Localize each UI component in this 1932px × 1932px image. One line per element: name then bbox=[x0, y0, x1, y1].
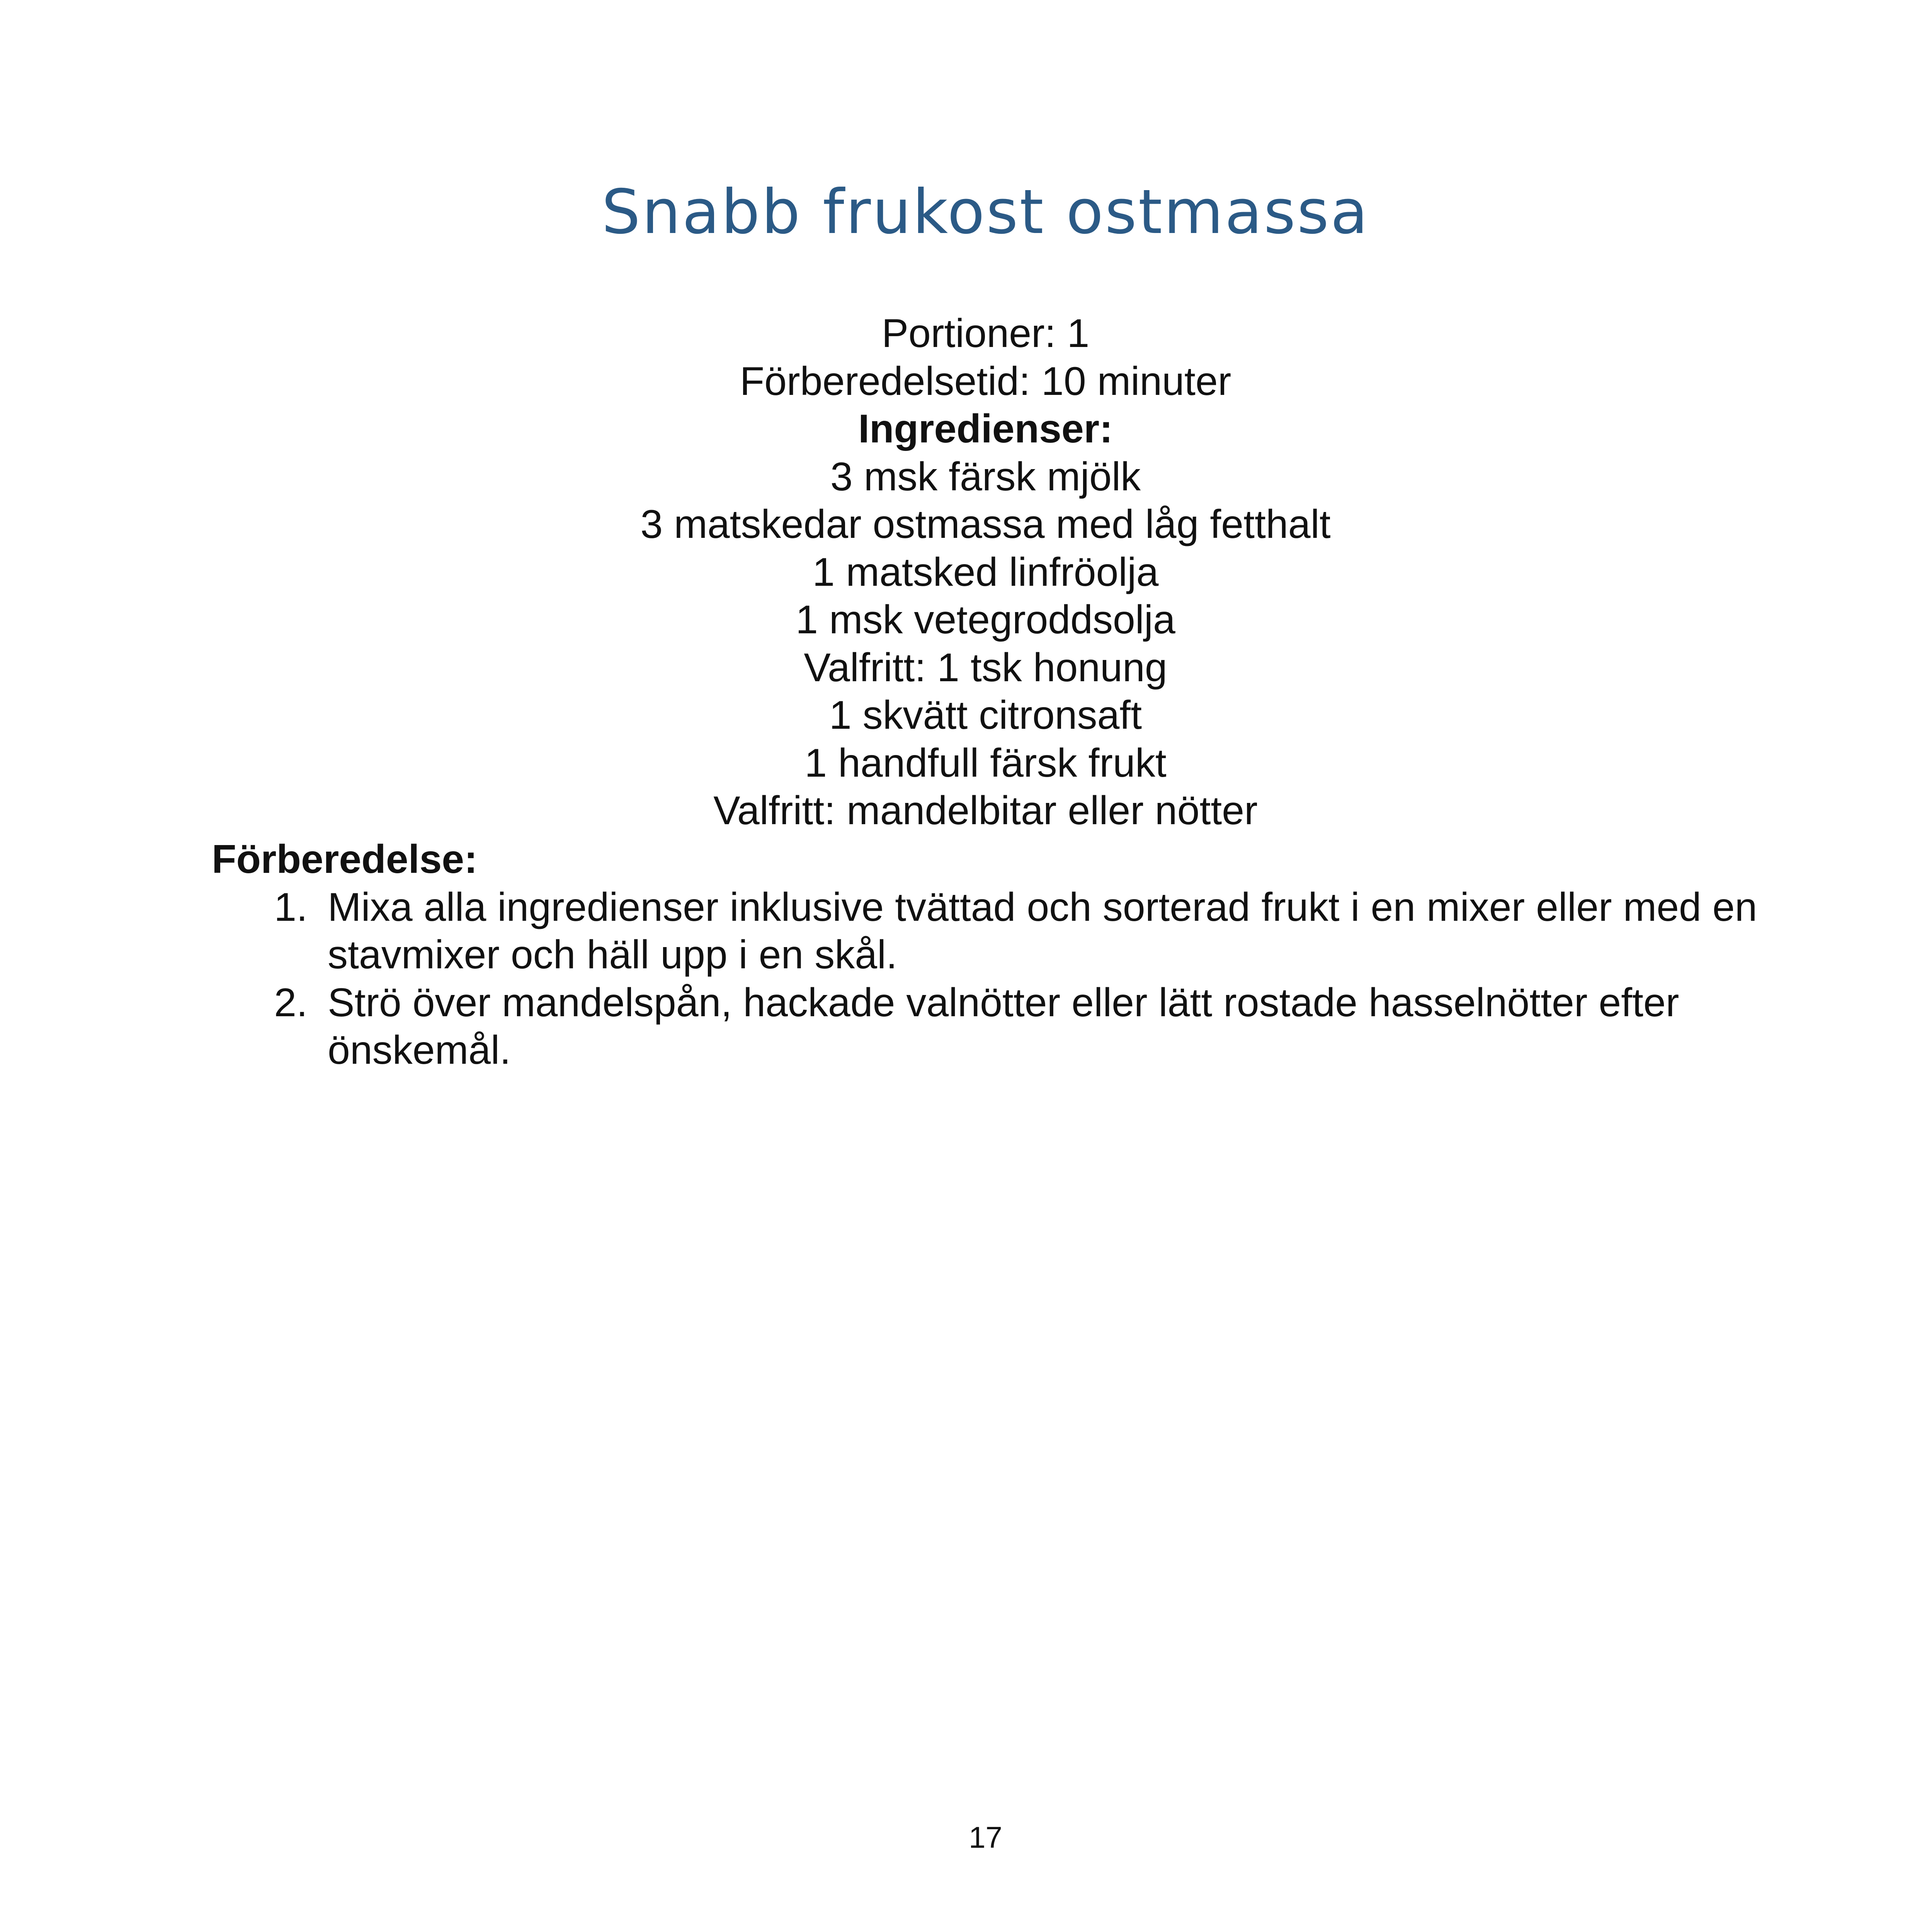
ingredient-item: 3 msk färsk mjölk bbox=[830, 454, 1141, 499]
recipe-summary bbox=[0, 310, 1932, 835]
preparation-heading: Förberedelse: bbox=[212, 837, 478, 882]
preparation-steps bbox=[212, 884, 1873, 1075]
step-number: 2. bbox=[274, 980, 308, 1025]
preparation-step bbox=[212, 979, 1873, 1075]
page-number: 17 bbox=[969, 1820, 1002, 1854]
ingredients-heading: Ingredienser: bbox=[858, 406, 1113, 451]
recipe-title: Snabb frukost ostmassa bbox=[602, 177, 1369, 248]
ingredient-item: 1 skvätt citronsaft bbox=[829, 693, 1142, 738]
step-number: 1. bbox=[274, 884, 308, 930]
ingredient-item: 3 matskedar ostmassa med låg fetthalt bbox=[640, 502, 1331, 547]
step-text: Mixa alla ingredienser inklusive tvättad och sorterad frukt i en mixer eller med en stavmixer och häll upp i en skål. bbox=[328, 884, 1757, 977]
ingredient-item: 1 matsked linfröolja bbox=[812, 549, 1159, 595]
ingredient-item: Valfritt: mandelbitar eller nötter bbox=[713, 788, 1258, 833]
ingredient-item: 1 msk vetegroddsolja bbox=[796, 597, 1175, 642]
ingredient-item: 1 handfull färsk frukt bbox=[804, 740, 1167, 786]
preparation-step bbox=[212, 884, 1873, 979]
ingredients-list bbox=[0, 453, 1932, 835]
preparation-section bbox=[212, 836, 1873, 1075]
ingredient-item: Valfritt: 1 tsk honung bbox=[804, 645, 1167, 690]
prep-time: Förberedelsetid: 10 minuter bbox=[740, 359, 1231, 404]
servings: Portioner: 1 bbox=[881, 311, 1090, 356]
step-text: Strö över mandelspån, hackade valnötter eller lätt rostade hasselnötter efter önskemål. bbox=[328, 980, 1679, 1073]
